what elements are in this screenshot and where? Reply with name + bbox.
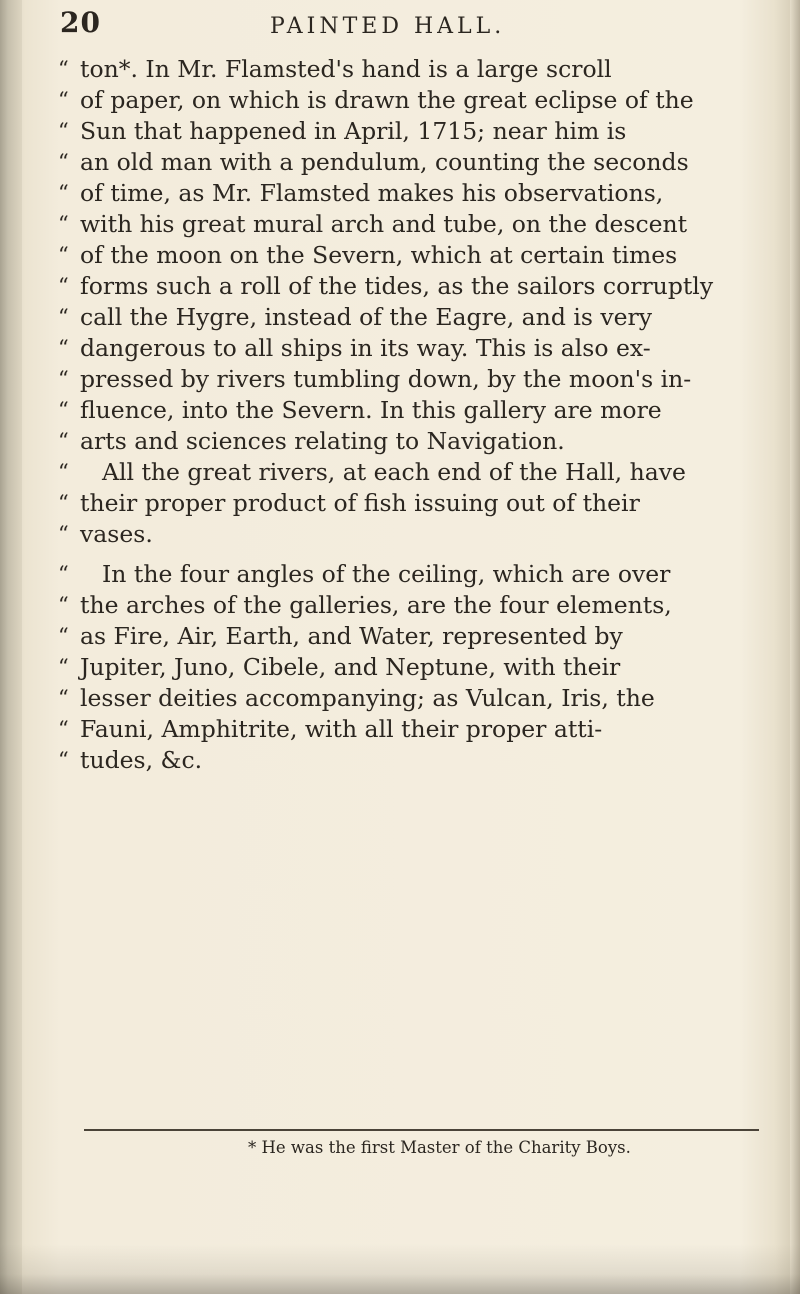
line-text: call the Hygre, instead of the Eagre, and is very — [80, 303, 653, 331]
line-text: Jupiter, Juno, Cibele, and Neptune, with their — [80, 653, 621, 681]
quote-mark: “ — [58, 243, 69, 267]
text-line — [58, 364, 780, 395]
quote-mark: “ — [58, 655, 69, 679]
line-text: All the great rivers, at each end of the Hall, have — [102, 458, 686, 486]
text-line — [58, 116, 780, 147]
quote-mark: “ — [58, 491, 69, 515]
line-text: with his great mural arch and tube, on the descent — [80, 210, 688, 238]
quote-mark: “ — [58, 305, 69, 329]
line-text: of the moon on the Severn, which at certain times — [80, 241, 678, 269]
line-text: pressed by rivers tumbling down, by the moon's in- — [80, 365, 692, 393]
text-line — [58, 302, 780, 333]
line-text: Fauni, Amphitrite, with all their proper atti- — [80, 715, 603, 743]
text-line — [58, 519, 780, 550]
quote-mark: “ — [58, 522, 69, 546]
quote-mark: “ — [58, 748, 69, 772]
text-line — [58, 147, 780, 178]
text-line — [58, 683, 780, 714]
text-line — [58, 426, 780, 457]
quote-mark: “ — [58, 57, 69, 81]
text-line — [58, 85, 780, 116]
quote-mark: “ — [58, 367, 69, 391]
quote-mark: “ — [58, 150, 69, 174]
quote-mark: “ — [58, 429, 69, 453]
text-line — [58, 457, 780, 488]
quote-mark: “ — [58, 119, 69, 143]
quote-mark: “ — [58, 460, 69, 484]
text-line — [58, 621, 780, 652]
quote-mark: “ — [58, 717, 69, 741]
page-header — [60, 6, 760, 46]
quote-mark: “ — [58, 88, 69, 112]
line-text: arts and sciences relating to Navigation. — [80, 427, 565, 455]
page-number: 20 — [60, 6, 101, 39]
footnote: * He was the first Master of the Charity Boys. — [248, 1138, 631, 1157]
text-line — [58, 590, 780, 621]
line-text: forms such a roll of the tides, as the sailors corruptly — [80, 272, 714, 300]
text-line — [58, 652, 780, 683]
text-line — [58, 178, 780, 209]
line-text: ton*. In Mr. Flamsted's hand is a large scroll — [80, 55, 612, 83]
line-text: vases. — [80, 520, 153, 548]
quote-mark: “ — [58, 624, 69, 648]
text-line — [58, 559, 780, 590]
text-line — [58, 209, 780, 240]
running-head: PAINTED HALL. — [270, 14, 506, 39]
page-binding-shadow — [0, 0, 22, 1294]
line-text: of paper, on which is drawn the great eclipse of the — [80, 86, 694, 114]
text-line — [58, 714, 780, 745]
line-text: dangerous to all ships in its way. This is also ex- — [80, 334, 651, 362]
quote-mark: “ — [58, 336, 69, 360]
quote-mark: “ — [58, 212, 69, 236]
quote-mark: “ — [58, 593, 69, 617]
line-text: their proper product of fish issuing out of their — [80, 489, 640, 517]
line-text: lesser deities accompanying; as Vulcan, Iris, the — [80, 684, 655, 712]
line-text: Sun that happened in April, 1715; near him is — [80, 117, 627, 145]
page-bottom-shadow — [0, 1244, 800, 1294]
line-text: an old man with a pendulum, counting the seconds — [80, 148, 689, 176]
line-text: as Fire, Air, Earth, and Water, represented by — [80, 622, 623, 650]
quote-mark: “ — [58, 181, 69, 205]
text-line — [58, 333, 780, 364]
page-right-edge — [790, 0, 800, 1294]
line-text: fluence, into the Severn. In this gallery are more — [80, 396, 662, 424]
line-text: the arches of the galleries, are the four elements, — [80, 591, 672, 619]
line-text: In the four angles of the ceiling, which are over — [102, 560, 671, 588]
text-line — [58, 54, 780, 85]
text-line — [58, 271, 780, 302]
line-text: of time, as Mr. Flamsted makes his observations, — [80, 179, 664, 207]
body-text — [58, 54, 780, 776]
text-line — [58, 488, 780, 519]
text-line — [58, 745, 780, 776]
quote-mark: “ — [58, 398, 69, 422]
text-line — [58, 240, 780, 271]
quote-mark: “ — [58, 686, 69, 710]
quote-mark: “ — [58, 562, 69, 586]
text-line — [58, 395, 780, 426]
footnote-rule — [84, 1129, 759, 1131]
line-text: tudes, &c. — [80, 746, 203, 774]
quote-mark: “ — [58, 274, 69, 298]
